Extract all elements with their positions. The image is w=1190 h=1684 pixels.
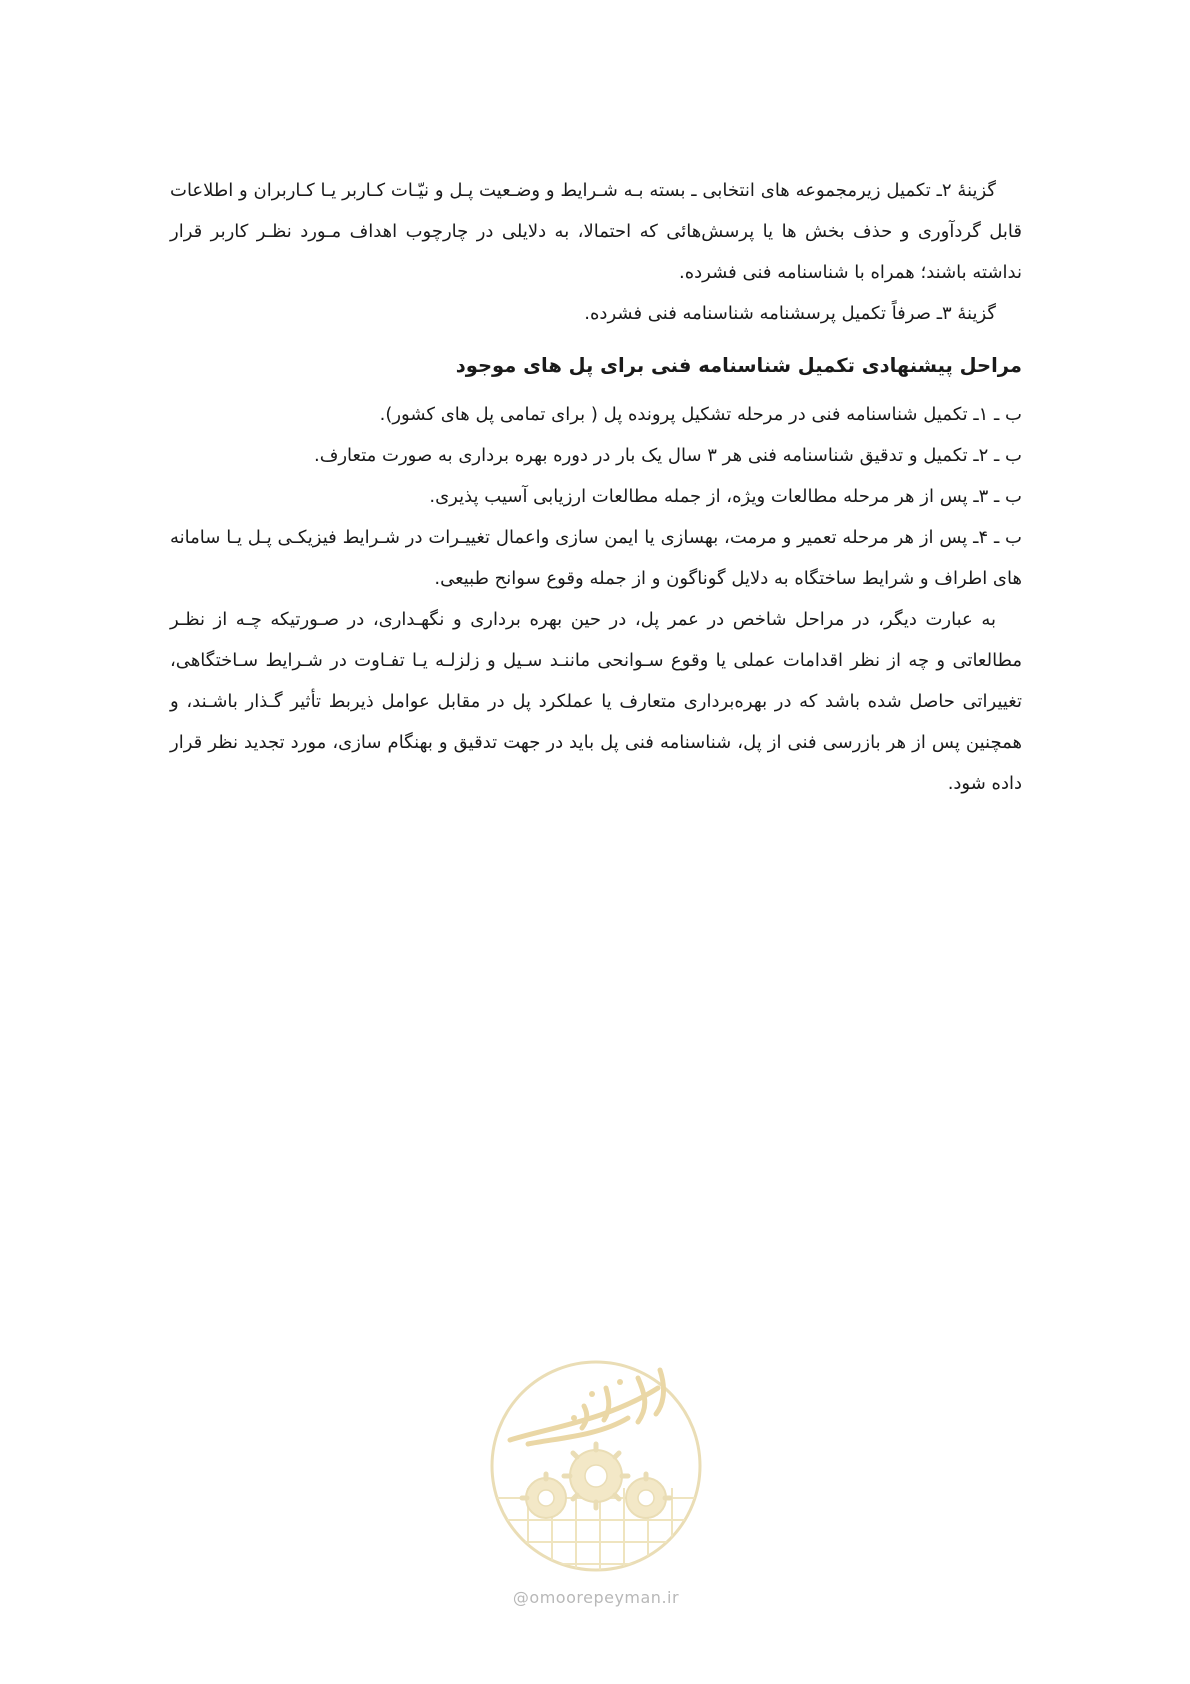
step-item: ب ـ ۲ـ تکمیل و تدقیق شناسنامه فنی هر ۳ سال یک بار در دوره بهره برداری به صورت متعارف. [313, 445, 1022, 466]
option-3-paragraph: گزینۀ ۳ـ صرفاً تکمیل پرسشنامه شناسنامه فنی فشرده. [584, 303, 996, 324]
document-body [170, 170, 1022, 804]
option-2-paragraph: گزینۀ ۲ـ تکمیل زیرمجموعه های انتخابی ـ بسته بـه شـرایط و وضـعیت پـل و نیّـات کـاربر یـا کـاربران و اطلاعات قابل گردآوری و حذف بخش ها یا پرسش‌هائی که احتمالا، به دلایلی در چارچوب اهداف مـورد نظـر کاربر قرار نداشته باشند؛ همراه با شناسنامه فنی فشرده. [170, 180, 1022, 283]
section-heading: مراحل پیشنهادی تکمیل شناسنامه فنی برای پل های موجود [455, 354, 1022, 377]
step-item: ب ـ ۳ـ پس از هر مرحله مطالعات ویژه، از جمله مطالعات ارزیابی آسیب پذیری. [429, 486, 1022, 507]
watermark-url: @omoorepeyman.ir [512, 1588, 680, 1607]
watermark-logo-icon [488, 1348, 704, 1584]
closing-paragraph: به عبارت دیگر، در مراحل شاخص در عمر پل، در حین بهره برداری و نگهـداری، در صـورتیکه چـه از نظـر مطالعاتی و چه از نظر اقدامات عملی یا وقوع سـوانحی ماننـد سـیل و زلزلـه یـا تفـاوت در شـرایط سـاختگاهی، تغییراتی حاصل شده باشد که در بهره‌برداری متعارف یا عملکرد پل در مقابل عوامل ذیربط تأثیر گـذار باشـند، و همچنین پس از هر بازرسی فنی از پل، شناسنامه فنی پل باید در جهت تدقیق و بهنگام سازی، مورد تجدید نظر قرار داده شود. [170, 609, 1022, 794]
step-item: ب ـ ۴ـ پس از هر مرحله تعمیر و مرمت، بهسازی یا ایمن سازی واعمال تغییـرات در شـرایط فیزیکـی پـل یـا سامانه های اطراف و شرایط ساختگاه به دلایل گوناگون و از جمله وقوع سوانح طبیعی. [170, 527, 1023, 589]
step-item: ب ـ ۱ـ تکمیل شناسنامه فنی در مرحله تشکیل پرونده پل ( برای تمامی پل های کشور). [379, 404, 1022, 425]
